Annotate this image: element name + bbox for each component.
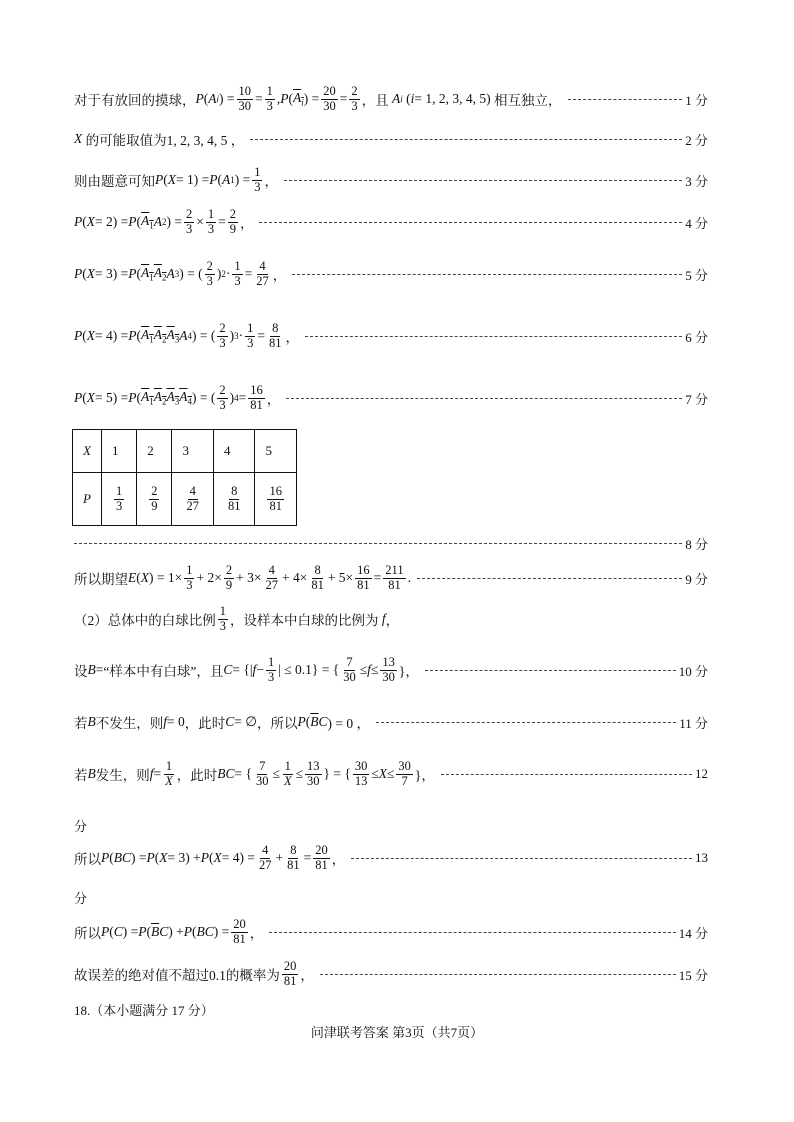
line-13: 若 B 发生，则 f = $\frac{1}{X}$ ，此时 BC = { $\frac{7}{30}$ ≤ $\frac{1}{X}$ ≤ $\frac{13}{30}$ } = { $\frac{30}{13}$ ≤ X ≤ $\frac{30}{7}$ }， 12 — [74, 759, 708, 788]
fraction: $\frac{1}{3}$ — [186, 563, 193, 592]
dash-leader — [286, 398, 682, 399]
dash-leader — [568, 99, 683, 100]
fraction: $\frac{1}{3}$ — [247, 321, 254, 350]
table-cell: $\frac{4}{27}$ — [172, 473, 214, 526]
score-label: 1 分 — [685, 92, 708, 108]
score-label: 9 分 — [685, 571, 708, 587]
fraction: $\frac{20}{81}$ — [233, 917, 246, 946]
score-label: 6 分 — [685, 329, 708, 345]
line-2: X 的可能取值为1, 2, 3, 4, 5 ， 2 分 — [74, 131, 708, 148]
fraction: $\frac{1}{3}$ — [219, 604, 226, 633]
fraction: $\frac{211}{81}$ — [385, 563, 404, 592]
table-row — [73, 473, 297, 526]
fraction: $\frac{2}{9}$ — [225, 563, 233, 592]
score-label-tail: 分 — [74, 819, 88, 834]
fraction: $\frac{4}{27}$ — [258, 843, 272, 872]
table-cell: 4 — [213, 430, 255, 473]
score-label-tail: 分 — [74, 891, 88, 906]
score-label: 2 分 — [685, 132, 708, 148]
fraction: $\frac{2}{9}$ — [229, 207, 236, 236]
question-heading: 18.（本小题满分 17 分） — [74, 1003, 214, 1018]
fraction: $\frac{2}{3}$ — [219, 321, 226, 350]
fraction: $\frac{1}{3}$ — [254, 165, 261, 194]
score-label: 7 分 — [685, 391, 708, 407]
line-8 — [74, 534, 708, 552]
fraction: $\frac{4}{27}$ — [256, 259, 269, 288]
table-row — [73, 430, 297, 473]
dash-leader — [305, 336, 682, 337]
score-label: 14 分 — [678, 925, 708, 941]
line-6: P ( X = 4) = P ( $A_1A_2A_3$ A 4 ) = ( $\frac{2}{3}$ ) 3 · $\frac{1}{3}$ = $\frac{8}{81}$ ， 6 分 — [74, 321, 708, 350]
fraction: $\frac{30}{13}$ — [354, 759, 368, 788]
score-label: 3 分 — [685, 173, 708, 189]
fraction: $\frac{13}{30}$ — [307, 759, 320, 788]
table-cell: $\frac{8}{81}$ — [213, 473, 255, 526]
line-4: P ( X = 2) = P ( $A_1$ A 2 ) = $\frac{2}{3}$ × $\frac{1}{3}$ = $\frac{2}{9}$ ， 4 分 — [74, 207, 708, 236]
dash-leader — [292, 274, 682, 275]
dash-leader — [74, 543, 682, 544]
fraction: $\frac{20}{81}$ — [315, 843, 328, 872]
fraction: $\frac{1}{X}$ — [165, 759, 173, 788]
line-15: 所以 P ( C ) = P ( $\overline{B}$ C ) + P ( BC ) = $\frac{20}{81}$ ， 14 分 — [74, 917, 708, 946]
fraction: $\frac{7}{30}$ — [256, 759, 269, 788]
dash-leader — [351, 858, 692, 859]
fraction: $\frac{8}{81}$ — [311, 563, 324, 592]
score-label: 4 分 — [685, 215, 708, 231]
dash-leader — [425, 670, 676, 671]
table-cell: 2 — [137, 430, 172, 473]
fraction: $\frac{2}{3}$ — [206, 259, 213, 288]
fraction: $\frac{10}{30}$ — [238, 84, 251, 113]
fraction: $\frac{1}{3}$ — [267, 655, 275, 684]
fraction: $\frac{16}{81}$ — [357, 563, 370, 592]
fraction: $\frac{1}{3}$ — [266, 84, 273, 113]
line-5: P ( X = 3) = P ( $A_1$ $A_2$ A 3 ) = ( $\frac{2}{3}$ ) 2 · $\frac{1}{3}$ = $\frac{4}{27}$ ， 5 分 — [74, 259, 708, 288]
table-cell: 1 — [101, 430, 136, 473]
table-cell: X — [73, 430, 102, 473]
fraction: $\frac{1}{X}$ — [283, 759, 292, 788]
line-10: （2）总体中的白球比例 $\frac{1}{3}$ ，设样本中白球的比例为 f ， — [74, 604, 400, 633]
text-prefix: 对于有放回的摸球， — [74, 93, 196, 108]
dash-leader — [259, 222, 682, 223]
fraction: $\frac{7}{30}$ — [343, 655, 356, 684]
dash-leader — [376, 722, 676, 723]
line-1: 对于有放回的摸球， P ( A i ) = $\frac{10}{30}$ = $\frac{1}{3}$ , P ( $A_i$ ) = $\frac{20}{30}$ = $\frac{2}{3}$ ，且 A i ( i = 1, 2, 3, 4, 5) 相互独立， 1 分 — [74, 84, 708, 113]
dash-leader — [320, 974, 676, 975]
fraction: $\frac{20}{81}$ — [283, 959, 297, 988]
table-cell: P — [73, 473, 102, 526]
dash-leader — [417, 578, 682, 579]
fraction: $\frac{2}{3}$ — [351, 84, 358, 113]
score-label: 13 — [695, 850, 708, 865]
line-12: 若 B 不发生，则 f = 0 ，此时 C = ∅ ，所以 P ( $\overline{B}$ C ) = 0 ， 11 分 — [74, 714, 708, 731]
dash-leader — [284, 180, 682, 181]
fraction: $\frac{13}{30}$ — [382, 655, 395, 684]
score-label: 8 分 — [685, 536, 708, 552]
table-cell: $\frac{16}{81}$ — [255, 473, 297, 526]
fraction: $\frac{2}{3}$ — [219, 383, 226, 412]
line-11: 设 B = “样本中有白球” ，且 C = {| f − $\frac{1}{3}$ | ≤ 0.1} = { $\frac{7}{30}$ ≤ f ≤ $\frac{13}{30}$ }， 10 分 — [74, 655, 708, 684]
line-16: 故误差的绝对值不超过0.1的概率为 $\frac{20}{81}$ ， 15 分 — [74, 959, 708, 988]
fraction: $\frac{8}{81}$ — [287, 843, 300, 872]
score-label: 11 分 — [679, 715, 708, 731]
dash-leader — [441, 774, 692, 775]
page-footer: 问津联考答案 第3页（共7页） — [310, 1025, 484, 1040]
line-3: 则由题意可知 P ( X = 1) = P ( A 1 ) = $\frac{1}{3}$ ， 3 分 — [74, 165, 708, 194]
fraction: $\frac{30}{7}$ — [398, 759, 411, 788]
score-label: 12 — [695, 766, 708, 781]
fraction: $\frac{16}{81}$ — [250, 383, 263, 412]
fraction: $\frac{1}{3}$ — [207, 207, 215, 236]
fraction: $\frac{20}{30}$ — [323, 84, 336, 113]
fraction: $\frac{2}{3}$ — [185, 207, 193, 236]
line-7: P ( X = 5) = P ( $A_1A_2A_3A_4$ ) = ( $\frac{2}{3}$ ) 4 = $\frac{16}{81}$ ， 7 分 — [74, 383, 708, 412]
score-label: 10 分 — [678, 663, 708, 679]
table-cell: 3 — [172, 430, 214, 473]
fraction: $\frac{4}{27}$ — [265, 563, 278, 592]
score-label: 5 分 — [685, 267, 708, 283]
line-9: 所以期望 E ( X ) = 1× $\frac{1}{3}$ + 2× $\frac{2}{9}$ + 3× $\frac{4}{27}$ + 4× $\frac{8}{81}$ + 5× $\frac{16}{81}$ = $\frac{211}{81}$ . 9 分 — [74, 563, 708, 592]
fraction: $\frac{1}{3}$ — [234, 259, 241, 288]
fraction: $\frac{8}{81}$ — [268, 321, 282, 350]
line-14: 所以 P ( BC ) = P ( X = 3) + P ( X = 4) = $\frac{4}{27}$ + $\frac{8}{81}$ = $\frac{20}{81}$ ， 13 — [74, 843, 708, 872]
table-cell: $\frac{1}{3}$ — [101, 473, 136, 526]
score-label: 15 分 — [678, 967, 708, 983]
table-cell: $\frac{2}{9}$ — [137, 473, 172, 526]
dash-leader — [250, 139, 682, 140]
dash-leader — [269, 932, 675, 933]
distribution-table — [72, 429, 297, 526]
table-cell: 5 — [255, 430, 297, 473]
